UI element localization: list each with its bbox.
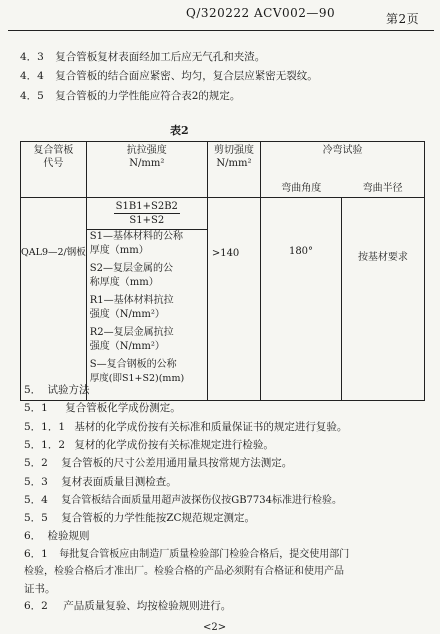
clause-text: 检验规则 <box>47 530 90 542</box>
clause-number: 4．3 <box>20 51 44 63</box>
header-code-line2: 代号 <box>43 158 64 169</box>
clause-number: 5．4 <box>24 494 48 506</box>
clause-5-3 <box>24 475 177 489</box>
def-line: 称厚度（mm） <box>89 277 159 288</box>
def-line: S1—基体材料的公称 <box>89 231 183 242</box>
formula-denominator: S1+S2 <box>129 215 165 226</box>
clause-number: 5．1．1 <box>24 421 66 433</box>
clause-4-5 <box>20 89 240 103</box>
row-radius-cell <box>341 198 424 401</box>
def-line: 强度（N/mm²） <box>89 309 165 320</box>
clause-text: 复材表面质量目测检查。 <box>61 476 177 488</box>
header-shear-line2: N/mm² <box>216 158 252 169</box>
def-line: 厚度（mm） <box>89 245 149 256</box>
clause-text: 复合管板复材表面经加工后应无气孔和夹渣。 <box>55 51 266 63</box>
clause-5-1-1 <box>24 420 347 434</box>
row-tensile-cell <box>86 198 207 401</box>
clause-text: 复合管板的结合面应紧密、均匀，复合层应紧密无裂纹。 <box>55 70 318 82</box>
clause-6 <box>24 529 90 543</box>
header-shear-line1: 剪切强度 <box>213 145 254 156</box>
clause-5-5 <box>24 511 255 525</box>
header-tensile-line2: N/mm² <box>129 158 165 169</box>
header-tensile <box>86 142 207 198</box>
clause-number: 5．1．2 <box>24 439 66 451</box>
clause-number: 5． <box>24 384 42 396</box>
clause-text: 基材的化学成份按有关标准和质量保证书的规定进行复验。 <box>74 421 348 433</box>
clause-6-1-line2: 检验，检验合格后才准出厂。检验合格的产品必须附有合格证和使用产品 <box>24 566 344 577</box>
header-code <box>21 142 87 198</box>
header-bend-radius: 弯曲半径 <box>341 180 424 198</box>
page-label: 第2页 <box>386 12 420 26</box>
clause-6-1-line1 <box>24 547 349 562</box>
row-radius: 按基材要求 <box>357 252 408 263</box>
clause-4-3 <box>20 50 265 64</box>
clause-5-1 <box>24 401 181 415</box>
clause-6-2 <box>24 599 231 613</box>
clause-5-4 <box>24 493 342 508</box>
clause-5-1-2 <box>24 438 274 452</box>
header-cold-bend: 冷弯试验 <box>261 142 425 180</box>
clause-number: 4．5 <box>20 90 44 102</box>
clause-number: 6．1 <box>24 548 48 560</box>
row-angle: 180° <box>288 246 314 257</box>
clause-4-4 <box>20 69 318 83</box>
clause-text: 复合管板化学成份测定。 <box>65 402 181 414</box>
clause-number: 5．2 <box>24 457 48 469</box>
def-line: R1—基体材料抗拉 <box>89 295 174 306</box>
clause-number: 6． <box>24 530 42 542</box>
clause-number: 4．4 <box>20 70 44 82</box>
clause-number: 5．1 <box>24 402 48 414</box>
tensile-formula <box>87 200 207 227</box>
clause-text: 复合管板结合面质量用超声波探伤仪按GB7734标准进行检验。 <box>61 495 343 506</box>
def-line: S2—复层金属的公 <box>89 263 173 274</box>
def-line: 厚度(即S1+S2)(mm) <box>89 373 185 384</box>
def-line: S—复合钢板的公称 <box>89 359 177 370</box>
clause-text: 复合管板的力学性能按ZC规范规定测定。 <box>61 512 256 524</box>
table-caption: 表2 <box>170 124 189 137</box>
mechanical-properties-table <box>20 141 425 401</box>
row-shear: >140 <box>211 248 240 259</box>
clause-6-1-line3: 证书。 <box>24 583 56 595</box>
header-rule <box>8 30 434 31</box>
header-tensile-line1: 抗拉强度 <box>126 145 167 156</box>
clause-number: 5．5 <box>24 512 48 524</box>
row-code: QAL9—2/钢板 <box>21 247 86 258</box>
clause-text: 复合管板的尺寸公差用通用量具按常规方法测定。 <box>61 457 293 469</box>
clause-text: 复合管板的力学性能应符合表2的规定。 <box>55 90 241 102</box>
row-angle-cell <box>261 198 342 401</box>
clause-text: 每批复合管板应由制造厂质量检验部门检验合格后，提交使用部门 <box>59 549 350 560</box>
clause-5-2 <box>24 456 292 470</box>
def-line: R2—复层金属抗拉 <box>89 327 174 338</box>
clause-text: 复材的化学成份按有关标准规定进行检验。 <box>74 439 274 451</box>
footer-page-number: <2> <box>203 622 227 633</box>
clause-text: 产品质量复验、均按检验规则进行。 <box>63 600 232 612</box>
row-shear-cell <box>207 198 260 401</box>
clause-5 <box>24 383 90 397</box>
header-code-line1: 复合管板 <box>33 145 74 156</box>
row-code-cell <box>21 198 87 401</box>
clause-text: 试验方法 <box>47 384 90 396</box>
header-bend-angle: 弯曲角度 <box>261 180 342 198</box>
clause-number: 5．3 <box>24 476 48 488</box>
formula-numerator: S1B1+S2B2 <box>115 201 178 212</box>
clause-number: 6．2 <box>24 600 48 612</box>
def-line: 强度（N/mm²） <box>89 341 165 352</box>
document-code: Q/320222 ACV002—90 <box>186 6 336 20</box>
header-shear <box>207 142 260 198</box>
